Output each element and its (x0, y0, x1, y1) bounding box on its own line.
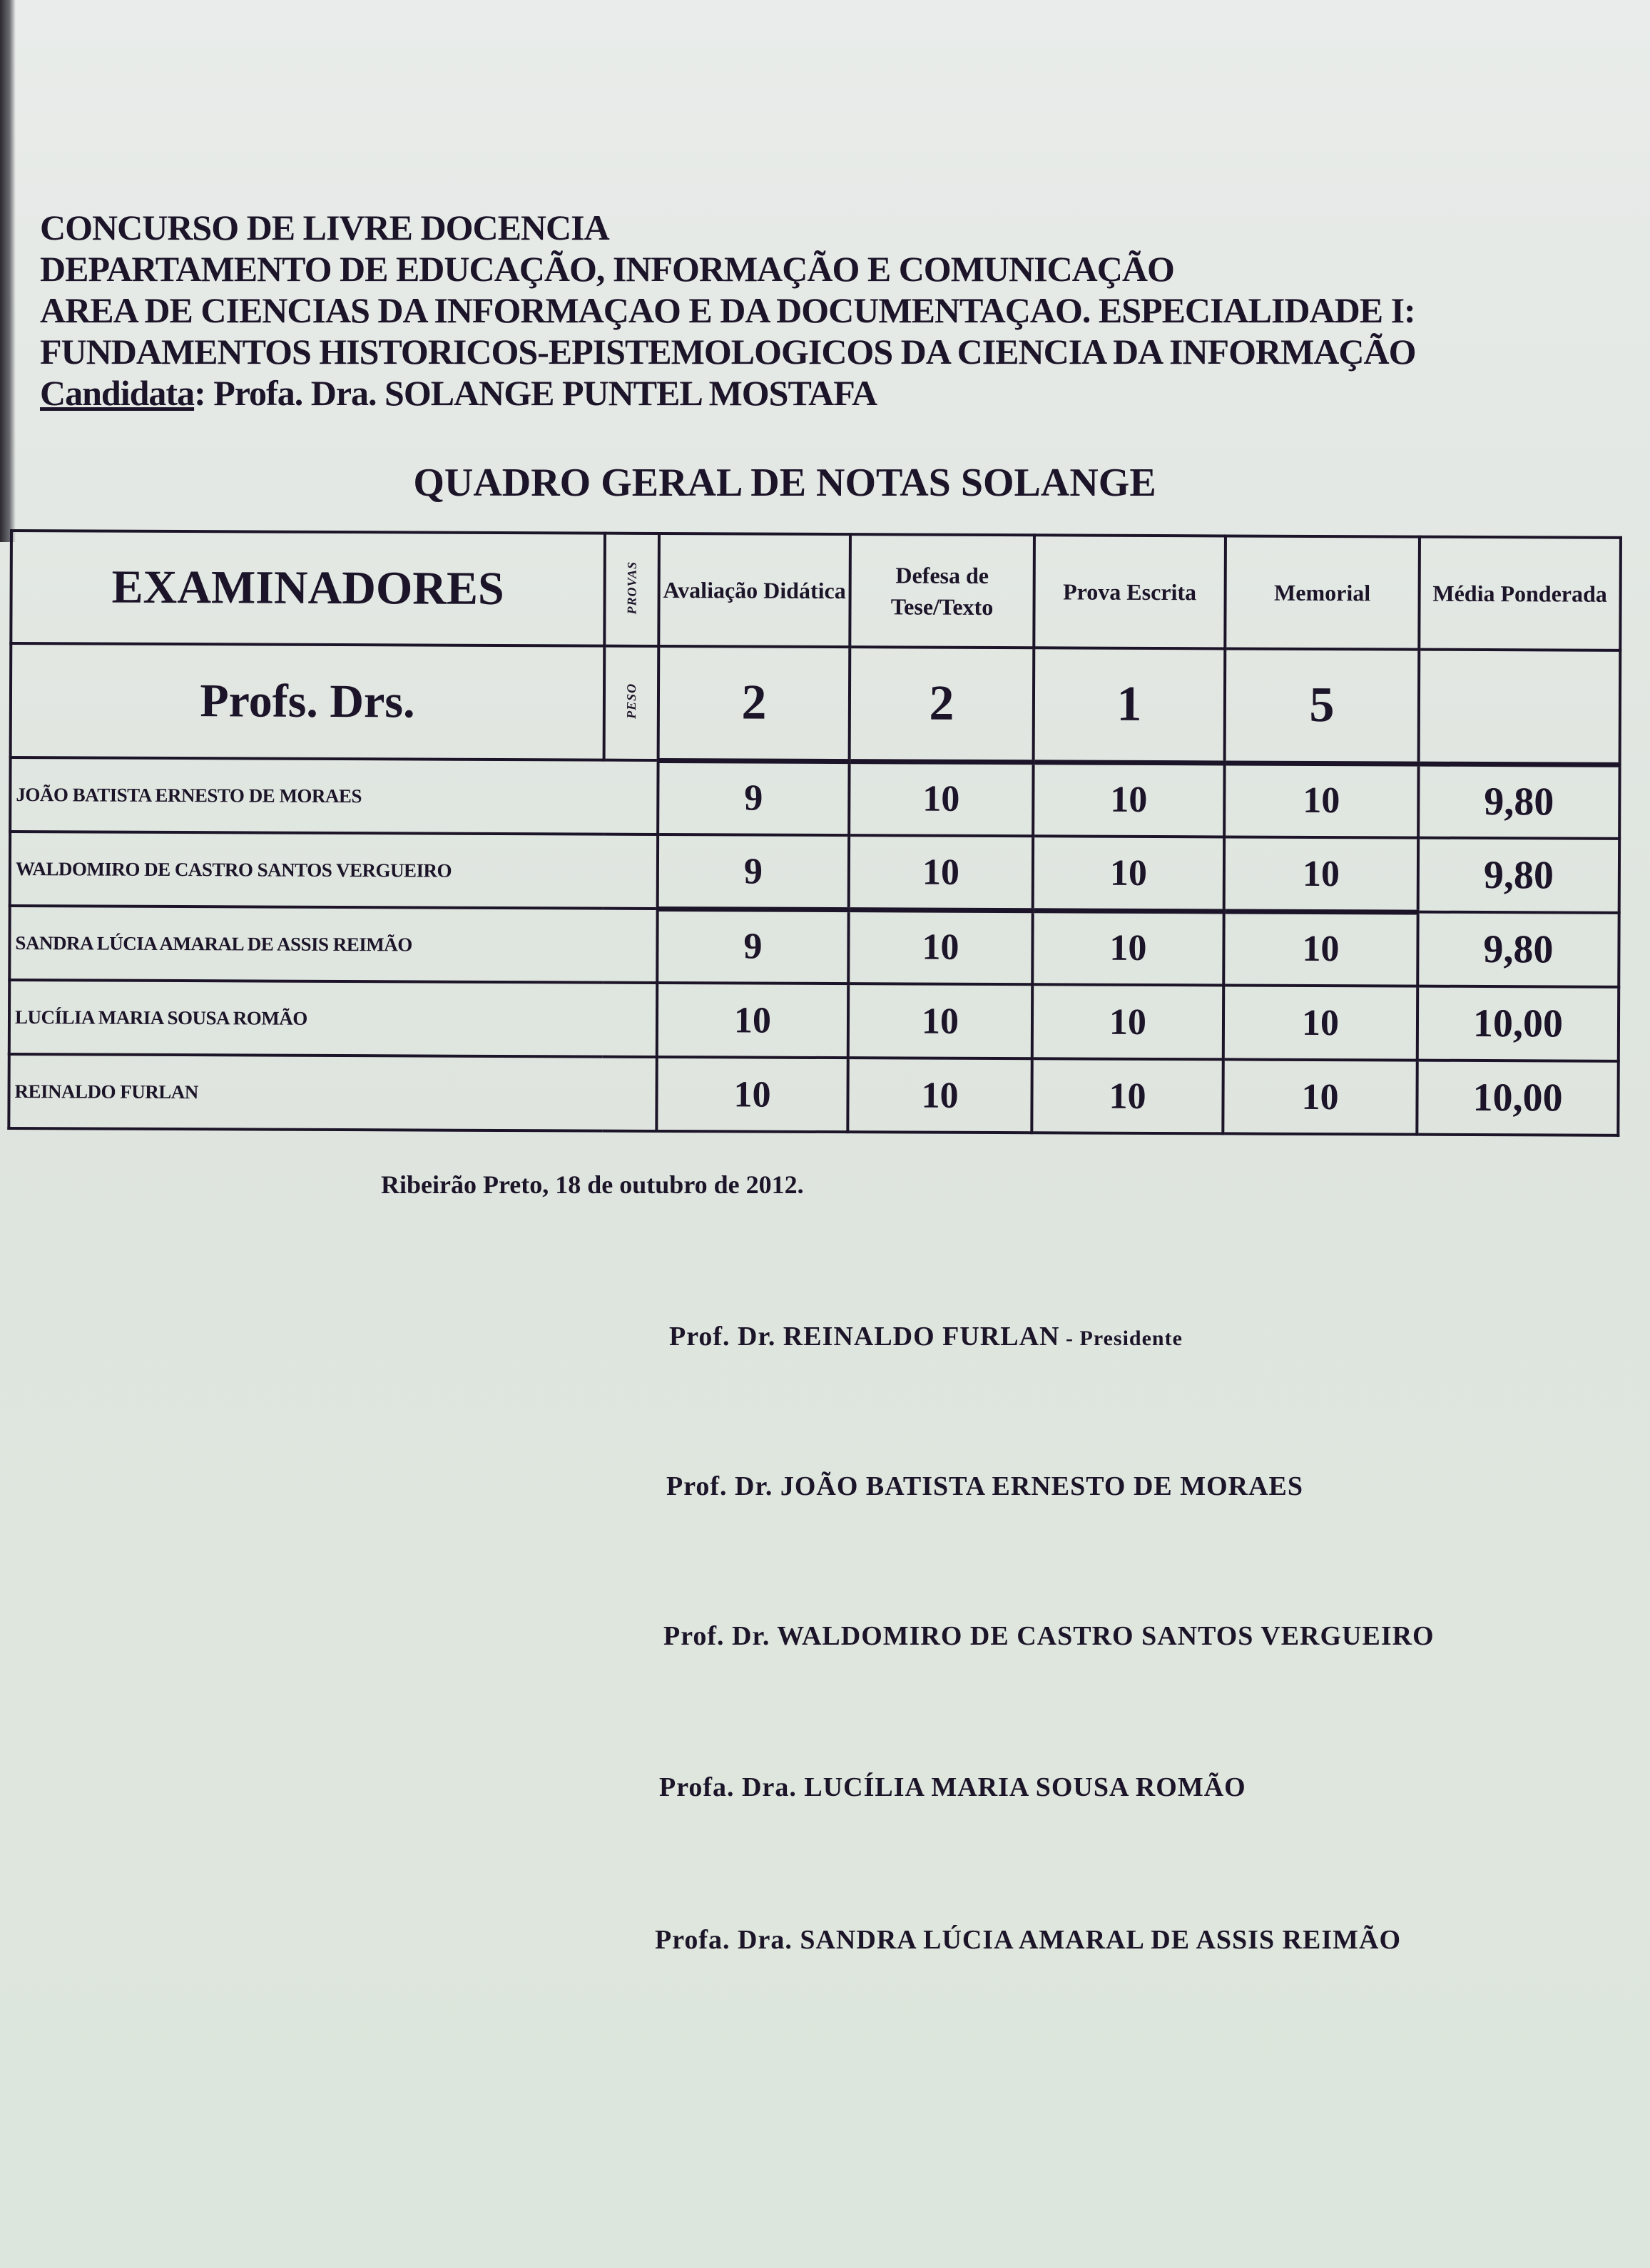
weight-defesa: 2 (850, 647, 1034, 762)
score-defesa: 10 (848, 984, 1032, 1058)
col-header-media: Média Ponderada (1419, 537, 1621, 650)
score-prova-escrita: 10 (1032, 984, 1223, 1059)
score-memorial: 10 (1223, 985, 1417, 1060)
score-defesa: 10 (848, 909, 1032, 984)
score-didatica: 9 (657, 909, 848, 984)
score-average: 10,00 (1417, 1061, 1618, 1135)
score-average: 9,80 (1418, 838, 1619, 913)
vertical-label-top: PROVAS (604, 533, 659, 646)
score-average: 10,00 (1417, 986, 1619, 1061)
score-didatica: 10 (656, 1057, 847, 1132)
header-line-4: FUNDAMENTOS HISTORICOS-EPISTEMOLOGICOS DA CIENCIA DA INFORMAÇÃO (40, 332, 1416, 372)
signature-line: Prof. Dr. REINALDO FURLAN - Presidente (669, 1322, 1183, 1352)
candidate-label: Candidata (40, 373, 195, 413)
candidate-line (40, 372, 1609, 414)
weight-didatica: 2 (658, 646, 850, 761)
examiner-name: REINALDO FURLAN (9, 1054, 656, 1131)
score-prova-escrita: 10 (1033, 836, 1224, 911)
header-line-1: CONCURSO DE LIVRE DOCENCIA (40, 208, 609, 247)
grades-table (7, 529, 1622, 1137)
signature-line: Profa. Dra. SANDRA LÚCIA AMARAL DE ASSIS REIMÃO (655, 1925, 1402, 1955)
examiner-name: SANDRA LÚCIA AMARAL DE ASSIS REIMÃO (9, 906, 657, 983)
signature-line: Prof. Dr. JOÃO BATISTA ERNESTO DE MORAES (666, 1471, 1304, 1501)
score-didatica: 9 (658, 760, 849, 835)
score-prova-escrita: 10 (1032, 910, 1223, 985)
table-row (9, 980, 1619, 1061)
table-row (10, 832, 1619, 913)
score-memorial: 10 (1223, 1059, 1417, 1134)
table-row (10, 757, 1619, 839)
weight-prova-escrita: 1 (1034, 648, 1226, 762)
place-date: Ribeirão Preto, 18 de outubro de 2012. (381, 1170, 804, 1199)
weight-memorial: 5 (1225, 648, 1420, 763)
signature-line: Prof. Dr. WALDOMIRO DE CASTRO SANTOS VERGUEIRO (663, 1621, 1435, 1651)
score-defesa: 10 (849, 835, 1033, 910)
col-header-prova-escrita: Prova Escrita (1034, 535, 1226, 648)
score-didatica: 9 (658, 834, 849, 909)
score-prova-escrita: 10 (1032, 1058, 1223, 1133)
examiner-name: WALDOMIRO DE CASTRO SANTOS VERGUEIRO (10, 832, 658, 909)
score-defesa: 10 (849, 761, 1033, 836)
col-header-didatica: Avaliação Didática (658, 533, 850, 647)
score-didatica: 10 (657, 983, 848, 1058)
weights-row (11, 643, 1621, 765)
profs-header: Profs. Drs. (11, 643, 605, 760)
header-line-3: AREA DE CIENCIAS DA INFORMAÇAO E DA DOCUMENTAÇAO. ESPECIALIDADE I: (40, 290, 1415, 330)
examiners-header: EXAMINADORES (11, 531, 605, 646)
col-header-defesa: Defesa de Tese/Texto (850, 534, 1034, 648)
vertical-label-bottom: PESO (604, 646, 659, 760)
score-average: 9,80 (1417, 912, 1619, 987)
header-row (11, 531, 1621, 650)
examiner-name: LUCÍLIA MARIA SOUSA ROMÃO (9, 980, 657, 1057)
table-title: QUADRO GERAL DE NOTAS SOLANGE (413, 461, 1156, 505)
candidate-name: : Profa. Dra. SOLANGE PUNTEL MOSTAFA (194, 373, 877, 413)
signature-line: Profa. Dra. LUCÍLIA MARIA SOUSA ROMÃO (659, 1772, 1246, 1802)
col-header-memorial: Memorial (1225, 536, 1420, 649)
score-memorial: 10 (1223, 911, 1417, 986)
document-header (40, 207, 1609, 414)
score-prova-escrita: 10 (1033, 762, 1224, 837)
table-row (9, 906, 1619, 987)
examiner-name: JOÃO BATISTA ERNESTO DE MORAES (10, 757, 658, 834)
score-memorial: 10 (1224, 762, 1418, 837)
score-defesa: 10 (847, 1058, 1032, 1133)
header-line-2: DEPARTAMENTO DE EDUCAÇÃO, INFORMAÇÃO E COMUNICAÇÃO (40, 249, 1174, 289)
table-row (9, 1054, 1618, 1135)
score-memorial: 10 (1224, 837, 1418, 911)
weight-media (1419, 650, 1621, 765)
score-average: 9,80 (1418, 764, 1619, 839)
